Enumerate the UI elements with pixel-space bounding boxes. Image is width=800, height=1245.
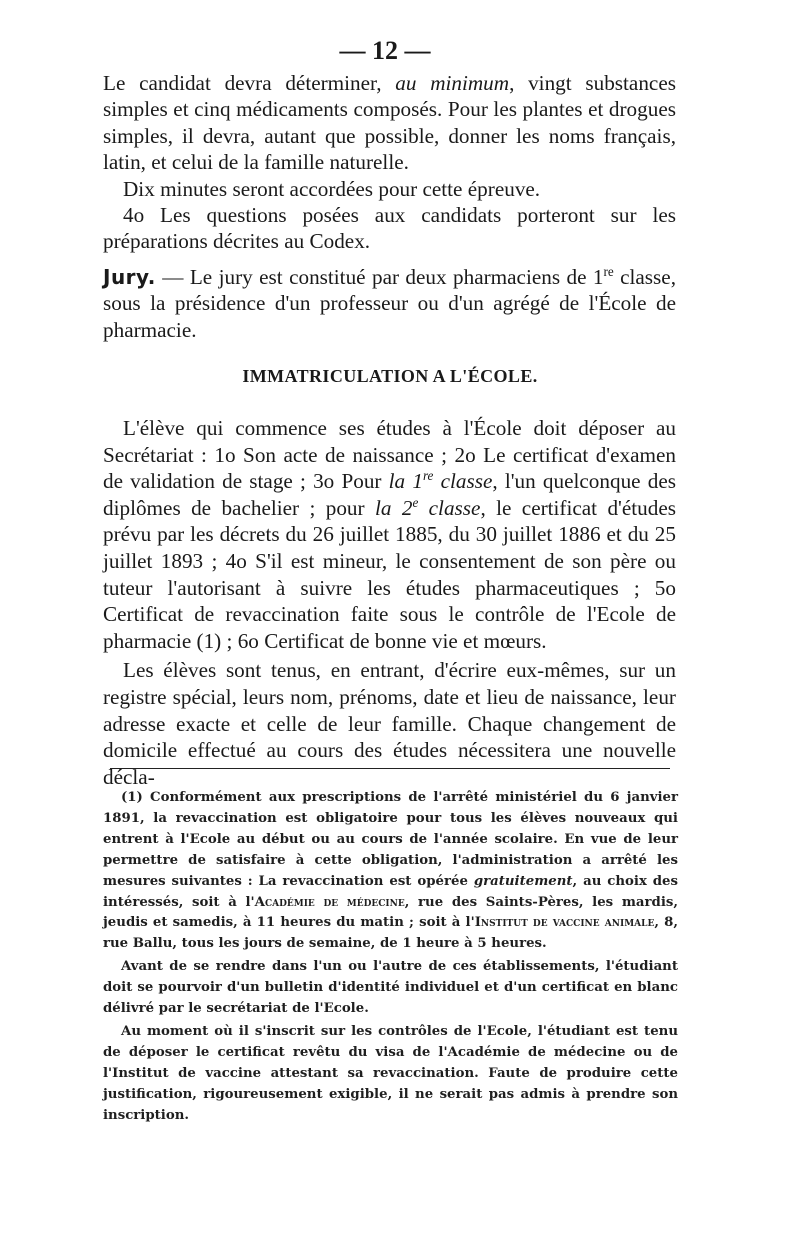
jury-term: Jury. (103, 265, 156, 289)
paragraph-documents: L'élève qui commence ses études à l'École doit déposer au Secrétariat : 1o Son acte de naissance ; 2o Le certificat d'examen de validation de stage ; 3o Pour la 1re classe, l'un quelconque des diplômes de bachelier ; pour la 2e classe, le certificat d'études prévu par les décrets du 26 juillet 1885, du 30 juillet 1886 et du 25 juillet 1893 ; 4o S'il est mineur, le consentement de son père ou tuteur l'autorisant à suivre les études pharmaceutiques ; 5o Certificat de revaccination faite sous le contrôle de l'Ecole de pharmacie (1) ; 6o Certificat de bonne vie et mœurs. (103, 416, 677, 653)
footnote-paragraph-certificate: Au moment où il s'inscrit sur les contrôles de l'Ecole, l'étudiant est tenu de déposer le certificat revêtu du visa de l'Académie de médecine ou de l'Institut de vaccine attestant sa revaccination. Faute de produire cette justification, rigoureusement exigible, il ne serait pas admis à prendre son inscription. (103, 1023, 678, 1123)
jury-section (103, 264, 676, 343)
footnote-paragraph-bulletin: Avant de se rendre dans l'un ou l'autre de ces établissements, l'étudiant doit se pourvoir d'un bulletin d'identité individuel et d'un certificat en blanc délivré par le secrétariat de l'Ecole. (103, 959, 678, 1017)
footnote-paragraph-revaccination: (1) Conformément aux prescriptions de l'arrêté ministériel du 6 janvier 1891, la revaccination est obligatoire pour tous les élèves nouveaux qui entrent à l'Ecole au début ou au cours de l'année scolaire. En vue de leur permettre de satisfaire à cette obligation, l'administration a arrêté les mesures suivantes : La revaccination est opérée gratuitement, au choix des intéressés, soit à l'Académie de médecine, rue des Saints-Pères, les mardis, jeudis et samedis, à 11 heures du matin ; soit à l'Institut de vaccine animale, 8, rue Ballu, tous les jours de semaine, de 1 heure à 5 heures. (103, 790, 679, 952)
paragraph-duration: Dix minutes seront accordées pour cette épreuve. (123, 176, 541, 201)
paragraph-jury: Jury. — Le jury est constitué par deux pharmaciens de 1re classe, sous la présidence d'un professeur ou d'un agrégé de l'École de pharmacie. (103, 263, 676, 342)
paragraph-registry: Les élèves sont tenus, en entrant, d'écrire eux-mêmes, sur un registre spécial, leurs nom, prénoms, date et lieu de naissance, leur adresse exacte et celle de leur famille. Chaque changement de domicile effectué au cours des études nécessitera une nouvelle décla- (103, 658, 676, 789)
paragraph-codex: 4o Les questions posées aux candidats porteront sur les préparations décrites au Codex. (103, 203, 676, 254)
immatriculation-section (103, 415, 676, 790)
page-number: — 12 — (339, 36, 431, 65)
section-heading: IMMATRICULATION A L'ÉCOLE. (242, 366, 538, 386)
emphasis-au-minimum: au minimum (395, 71, 510, 95)
footnote (103, 788, 678, 1127)
regulation-text (103, 70, 676, 255)
footnote-divider (110, 768, 670, 769)
paragraph-substances: Le candidat devra déterminer, au minimum, vingt substances simples et cinq médicaments composés. Pour les plantes et drogues simples, il devra, autant que possible, donner les noms français, latin, et celui de la famille naturelle. (103, 71, 676, 175)
